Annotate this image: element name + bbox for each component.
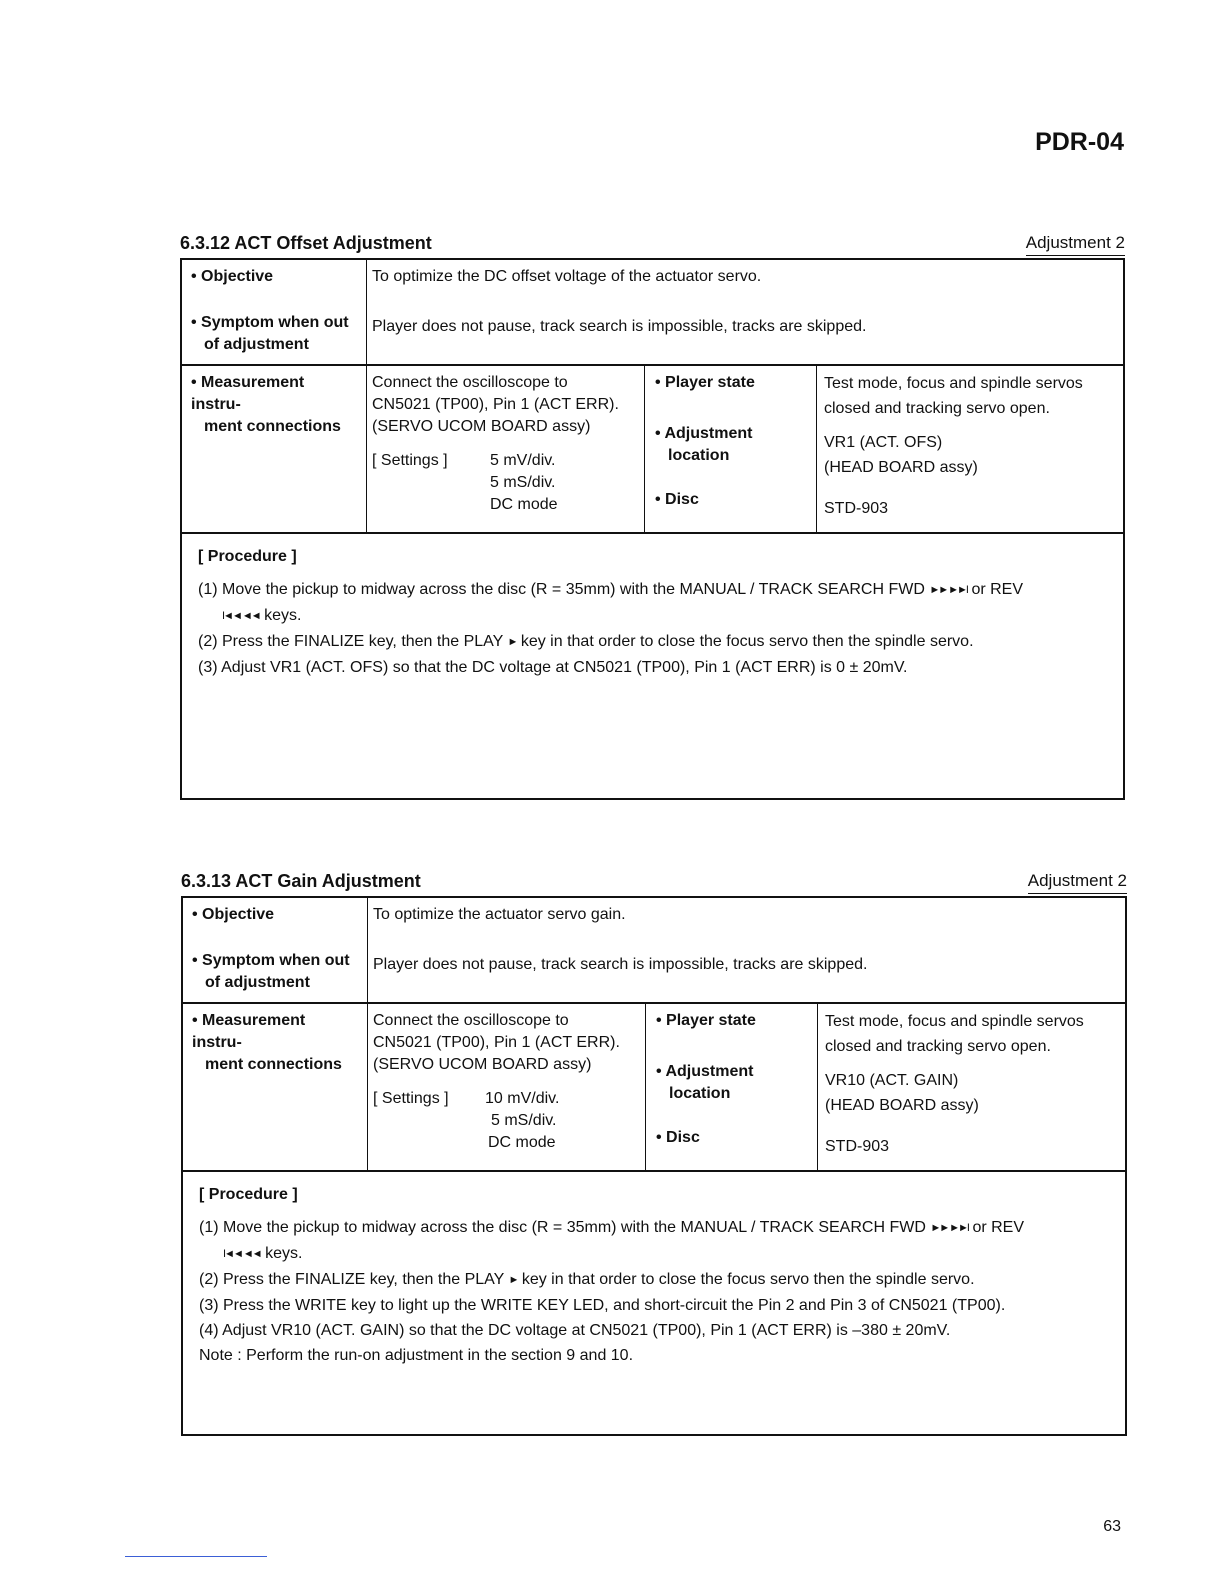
play-key-icon: ► [508,1274,518,1286]
section-act-offset [180,230,1125,800]
procedure-row [183,1170,1125,1434]
procedure-step: (2) Press the FINALIZE key, then the PLAY ► key in that order to close the focus servo then the spindle servo. [198,633,974,650]
adjustment-tag: Adjustment 2 [1028,871,1127,894]
player-state-text: closed and tracking servo open. [824,400,1050,417]
settings-block [373,1088,639,1154]
section-title: 6.3.12 ACT Offset Adjustment [180,233,432,253]
section-act-gain [181,868,1127,1436]
objective-label: • Objective [192,906,275,923]
adjustment-location-text: (HEAD BOARD assy) [824,459,978,476]
objective-text: To optimize the actuator servo gain. [373,906,626,923]
procedure-row [182,532,1123,798]
disc-text: STD-903 [824,500,889,517]
labels-cell [182,260,367,364]
measurement-line: Connect the oscilloscope to [372,374,568,391]
procedure-block [183,1172,1040,1434]
settings-values: 10 mV/div. 5 mS/div. DC mode [485,1090,560,1151]
procedure-step: (1) Move the pickup to midway across the disc (R = 35mm) with the MANUAL / TRACK SEARCH FWD ►► ►►I or REV I◄◄ ◄◄ keys. [199,1219,1025,1262]
model-number: PDR-04 [1035,128,1124,156]
symptom-text: Player does not pause, track search is impossible, tracks are skipped. [373,956,868,973]
measurement-connections [368,1004,646,1170]
symptom-label: • Symptom when out of adjustment [191,314,349,353]
measurement-line: CN5021 (TP00), Pin 1 (ACT ERR). [372,396,619,413]
player-state-label: • Player state [655,374,755,391]
state-values [817,366,1123,532]
player-state-label: • Player state [656,1012,756,1029]
settings-label: [ Settings ] [372,452,448,469]
procedure-step: (1) Move the pickup to midway across the disc (R = 35mm) with the MANUAL / TRACK SEARCH FWD ►► ►►I or REV I◄◄ ◄◄ keys. [198,581,1024,624]
settings-values: 5 mV/div. 5 mS/div. DC mode [490,452,558,513]
section-header [180,230,1125,258]
procedure-step: (2) Press the FINALIZE key, then the PLAY ► key in that order to close the focus servo then the spindle servo. [199,1271,975,1288]
player-state-text: closed and tracking servo open. [825,1038,1051,1055]
footer-rule [125,1556,267,1557]
measurement-line: (SERVO UCOM BOARD assy) [373,1056,592,1073]
adjustment-location-text: (HEAD BOARD assy) [825,1097,979,1114]
fwd-keys-icon: ►► ►►I [930,1222,968,1234]
adjustment-tag: Adjustment 2 [1026,233,1125,256]
fwd-keys-icon: ►► ►►I [929,584,967,596]
play-key-icon: ► [507,636,517,648]
section-header [181,868,1127,896]
measurement-row [183,1002,1125,1170]
rev-keys-icon: I◄◄ ◄◄ [222,610,260,622]
procedure-title: [ Procedure ] [198,548,297,565]
section-title: 6.3.13 ACT Gain Adjustment [181,871,421,891]
procedure-step: (4) Adjust VR10 (ACT. GAIN) so that the DC voltage at CN5021 (TP00), Pin 1 (ACT ERR) is –380 ± 20mV. [199,1322,951,1339]
procedure-note: Note : Perform the run-on adjustment in the section 9 and 10. [199,1347,634,1364]
measurement-label: • Measurement instru- ment connections [182,366,367,532]
adjustment-location-label: • Adjustment location [655,425,753,464]
disc-label: • Disc [655,491,699,508]
state-values [818,1004,1125,1170]
procedure-step: (3) Adjust VR1 (ACT. OFS) so that the DC voltage at CN5021 (TP00), Pin 1 (ACT ERR) is 0 ± 20mV. [198,659,908,676]
symptom-label: • Symptom when out of adjustment [192,952,350,991]
objective-row [182,260,1123,364]
measurement-line: Connect the oscilloscope to [373,1012,569,1029]
page-number: 63 [1103,1518,1121,1535]
symptom-text: Player does not pause, track search is impossible, tracks are skipped. [372,318,867,335]
disc-text: STD-903 [825,1138,890,1155]
procedure-title: [ Procedure ] [199,1186,298,1203]
objective-values [368,898,1125,1002]
measurement-connections [367,366,645,532]
procedure-block [182,534,1039,798]
disc-label: • Disc [656,1129,700,1146]
adjustment-location-label: • Adjustment location [656,1063,754,1102]
objective-label: • Objective [191,268,274,285]
objective-row [183,898,1125,1002]
objective-text: To optimize the DC offset voltage of the actuator servo. [372,268,762,285]
objective-values [367,260,1123,364]
measurement-label: • Measurement instru- ment connections [183,1004,368,1170]
state-labels [646,1004,818,1170]
adjustment-location-text: VR10 (ACT. GAIN) [825,1072,959,1089]
adjustment-table [180,258,1125,800]
settings-block [372,450,638,516]
procedure-step: (3) Press the WRITE key to light up the WRITE KEY LED, and short-circuit the Pin 2 and Pin 3 of CN5021 (TP00). [199,1297,1006,1314]
rev-keys-icon: I◄◄ ◄◄ [223,1248,261,1260]
measurement-line: CN5021 (TP00), Pin 1 (ACT ERR). [373,1034,620,1051]
player-state-text: Test mode, focus and spindle servos [824,375,1083,392]
measurement-row [182,364,1123,532]
state-labels [645,366,817,532]
settings-label: [ Settings ] [373,1090,449,1107]
adjustment-table [181,896,1127,1436]
player-state-text: Test mode, focus and spindle servos [825,1013,1084,1030]
measurement-line: (SERVO UCOM BOARD assy) [372,418,591,435]
adjustment-location-text: VR1 (ACT. OFS) [824,434,943,451]
labels-cell [183,898,368,1002]
